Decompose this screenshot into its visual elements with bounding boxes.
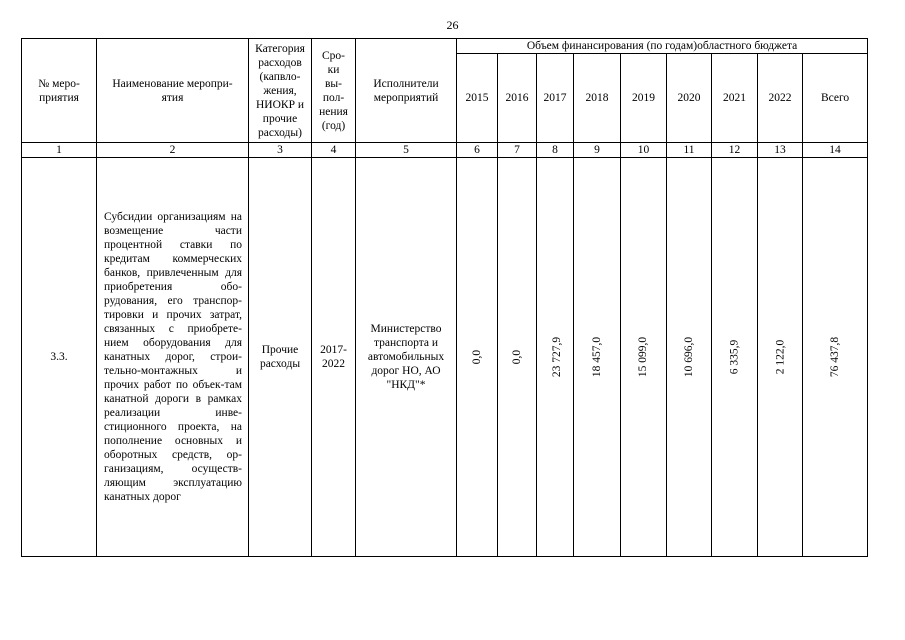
value-total bbox=[803, 158, 868, 557]
header-year-2022: 2022 bbox=[758, 54, 803, 143]
header-year-2016: 2016 bbox=[498, 54, 537, 143]
header-year-2020: 2020 bbox=[667, 54, 712, 143]
column-number: 6 bbox=[457, 143, 498, 158]
column-number: 13 bbox=[758, 143, 803, 158]
value-2019 bbox=[621, 158, 667, 557]
header-expense-category: Категория расходов (капвло- жения, НИОКР и прочие расходы) bbox=[249, 39, 312, 143]
value-2021-text: 6 335,9 bbox=[728, 339, 741, 375]
value-2017 bbox=[537, 158, 574, 557]
column-number: 7 bbox=[498, 143, 537, 158]
value-2016 bbox=[498, 158, 537, 557]
term: 2017- 2022 bbox=[312, 158, 356, 557]
measure-name: Субсидии организациям на возмещение части процентной ставки по кредитам коммерческих банков, привлеченным для приобретения обо-рудования, его транспор-тировки и прочих затрат, связанных с приобрете-нием оборудования для канатных дорог, строи-тельно-монтажных и прочих работ по объек-там канатной дороги в рамках реализации инве-стиционного проекта, на пополнение основных и оборотных средств, ор-ганизациям, осуществ-ляющим эксплуатацию канатных дорог bbox=[97, 158, 249, 557]
header-year-2021: 2021 bbox=[712, 54, 758, 143]
value-2018-text: 18 457,0 bbox=[591, 336, 603, 378]
value-2021 bbox=[712, 158, 758, 557]
header-executors: Исполнители мероприятий bbox=[356, 39, 457, 143]
header-term: Сро- ки вы- пол- нения (год) bbox=[312, 39, 356, 143]
header-year-2015: 2015 bbox=[457, 54, 498, 143]
value-2015 bbox=[457, 158, 498, 557]
value-2018 bbox=[574, 158, 621, 557]
header-year-2019: 2019 bbox=[621, 54, 667, 143]
column-number: 8 bbox=[537, 143, 574, 158]
column-number: 4 bbox=[312, 143, 356, 158]
column-number: 11 bbox=[667, 143, 712, 158]
value-2016-text: 0,0 bbox=[511, 349, 523, 365]
value-2019-text: 15 099,0 bbox=[637, 336, 650, 378]
value-2022-text: 2 122,0 bbox=[774, 339, 786, 375]
value-2020-text: 10 696,0 bbox=[683, 336, 695, 378]
column-number: 14 bbox=[803, 143, 868, 158]
value-2017-text: 23 727,9 bbox=[551, 336, 564, 378]
column-number: 10 bbox=[621, 143, 667, 158]
measure-number: 3.3. bbox=[22, 158, 97, 557]
page-number: 26 bbox=[446, 18, 459, 32]
header-measure-number: № меро- приятия bbox=[22, 39, 97, 143]
value-2020 bbox=[667, 158, 712, 557]
value-2022 bbox=[758, 158, 803, 557]
expense-category: Прочие расходы bbox=[249, 158, 312, 557]
column-number: 2 bbox=[97, 143, 249, 158]
column-number: 3 bbox=[249, 143, 312, 158]
column-number: 12 bbox=[712, 143, 758, 158]
header-total: Всего bbox=[803, 54, 868, 143]
executor: Министерство транспорта и автомобильных дорог НО, АО "НКД"* bbox=[356, 158, 457, 557]
header-year-2018: 2018 bbox=[574, 54, 621, 143]
header-funding-group: Объем финансирования (по годам)областного бюджета bbox=[457, 39, 868, 54]
table-row bbox=[22, 158, 868, 557]
header-measure-name: Наименование меропри- ятия bbox=[97, 39, 249, 143]
column-number: 9 bbox=[574, 143, 621, 158]
funding-table bbox=[21, 38, 868, 557]
value-total-text: 76 437,8 bbox=[829, 336, 842, 378]
header-year-2017: 2017 bbox=[537, 54, 574, 143]
column-number: 5 bbox=[356, 143, 457, 158]
value-2015-text: 0,0 bbox=[471, 349, 483, 365]
column-number: 1 bbox=[22, 143, 97, 158]
